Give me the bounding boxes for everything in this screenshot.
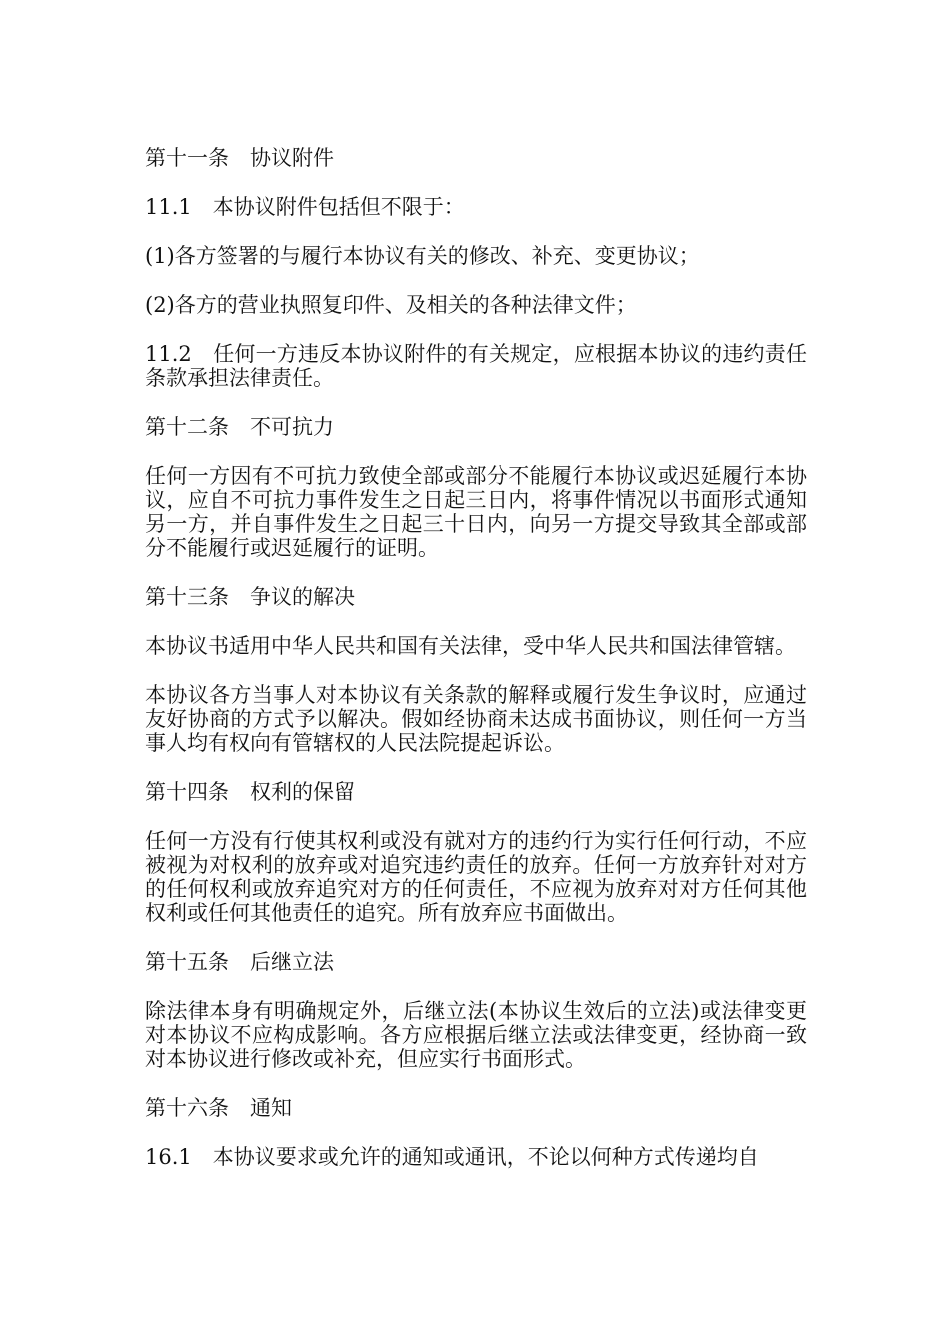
article-14-body: 任何一方没有行使其权利或没有就对方的违约行为实行任何行动，不应被视为对权利的放弃或对追究违约责任的放弃。任何一方放弃针对对方的任何权利或放弃追究对方的任何责任，不应视为放弃对对方任何其他权利或任何其他责任的追究。所有放弃应书面做出。 [145,829,807,925]
clause-11-1-item-2: (2)各方的营业执照复印件、及相关的各种法律文件； [145,293,637,317]
document-page [145,146,807,1194]
article-13-body-2: 本协议各方当事人对本协议有关条款的解释或履行发生争议时，应通过友好协商的方式予以解决。假如经协商未达成书面协议，则任何一方当事人均有权向有管辖权的人民法院提起诉讼。 [145,683,807,755]
clause-11-1-item-1: (1)各方签署的与履行本协议有关的修改、补充、变更协议； [145,244,700,268]
article-16-heading: 第十六条 通知 [145,1096,292,1120]
article-15-body: 除法律本身有明确规定外，后继立法(本协议生效后的立法)或法律变更对本协议不应构成影响。各方应根据后继立法或法律变更，经协商一致对本协议进行修改或补充，但应实行书面形式。 [145,999,807,1071]
article-14-heading: 第十四条 权利的保留 [145,780,355,804]
article-11-heading: 第十一条 协议附件 [145,146,334,170]
clause-11-2: 11.2 任何一方违反本协议附件的有关规定，应根据本协议的违约责任条款承担法律责任。 [145,342,807,390]
article-12-heading: 第十二条 不可抗力 [145,415,334,439]
article-13-body-1: 本协议书适用中华人民共和国有关法律，受中华人民共和国法律管辖。 [145,634,796,658]
clause-16-1: 16.1 本协议要求或允许的通知或通讯，不论以何种方式传递均自 [145,1145,759,1169]
article-13-heading: 第十三条 争议的解决 [145,585,355,609]
clause-11-1: 11.1 本协议附件包括但不限于： [145,195,465,219]
article-15-heading: 第十五条 后继立法 [145,950,334,974]
article-12-body: 任何一方因有不可抗力致使全部或部分不能履行本协议或迟延履行本协议，应自不可抗力事件发生之日起三日内，将事件情况以书面形式通知另一方，并自事件发生之日起三十日内，向另一方提交导致其全部或部分不能履行或迟延履行的证明。 [145,464,807,560]
